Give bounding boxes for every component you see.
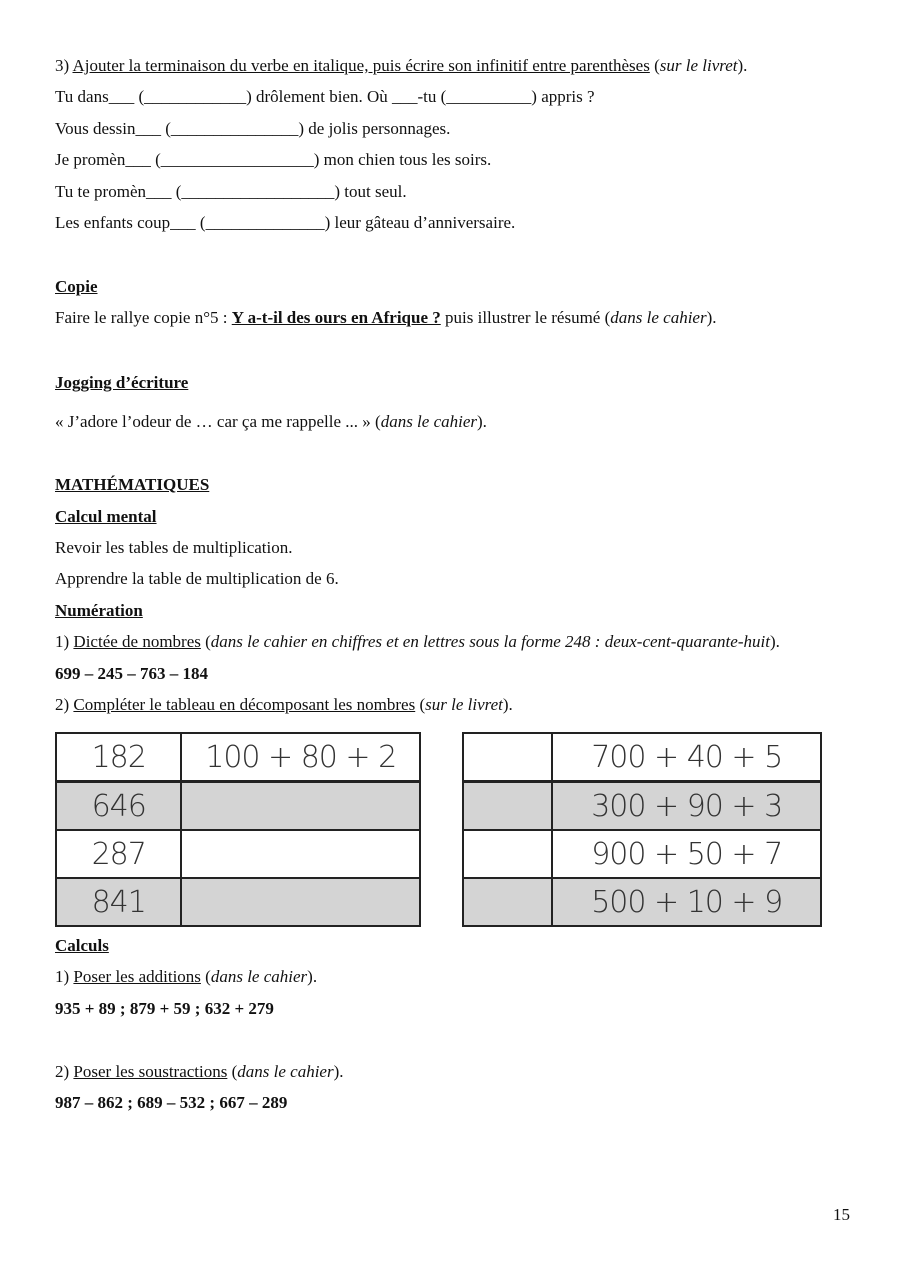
decomposition-cell-empty[interactable] (181, 878, 420, 926)
table-row (463, 878, 821, 926)
number-cell: 646 (56, 782, 181, 831)
numeration-heading: Numération (55, 601, 143, 620)
sentence-3: Je promèn___ (__________________) mon chien tous les soirs. (55, 150, 492, 169)
jogging-prompt: « J’adore l’odeur de … car ça me rappelle ... » ( (55, 412, 381, 431)
table-row (463, 830, 821, 878)
copie-instruction (55, 307, 717, 329)
numeration-exercise-1 (55, 631, 780, 653)
number-cell-empty[interactable] (463, 830, 552, 878)
additions-list: 935 + 89 ; 879 + 59 ; 632 + 279 (55, 999, 274, 1018)
calculs-exercise-2 (55, 1061, 344, 1083)
location-note: sur le livret (425, 695, 503, 714)
page-number: 15 (833, 1205, 850, 1224)
subtractions-list: 987 – 862 ; 689 – 532 ; 667 – 289 (55, 1093, 288, 1112)
decomposition-cell: 900 + 50 + 7 (552, 830, 821, 878)
decomposition-cell: 500 + 10 + 9 (552, 878, 821, 926)
copie-suffix: puis illustrer le résumé ( (440, 308, 611, 327)
exercise-detail: dans le cahier en chiffres et en lettres sous la forme 248 : deux-cent-quarante-huit (210, 632, 770, 651)
calculs-heading: Calculs (55, 936, 109, 955)
numeration-exercise-2 (55, 694, 513, 716)
paren-open: ( (227, 1062, 238, 1081)
number-cell: 182 (56, 733, 181, 782)
calculs-exercise-1 (55, 966, 317, 988)
paren-close: ). (769, 632, 780, 651)
exercise-number: 1) (55, 967, 74, 986)
calcul-mental-line-2: Apprendre la table de multiplication de 6. (55, 569, 339, 588)
jogging-heading: Jogging d’écriture (55, 373, 189, 392)
sentence-4: Tu te promèn___ (__________________) tout seul. (55, 182, 407, 201)
number-cell-empty[interactable] (463, 733, 552, 782)
paren-close: ). (307, 967, 318, 986)
paren-close: ). (737, 56, 748, 75)
table-row (56, 830, 420, 878)
decomposition-cell-empty[interactable] (181, 830, 420, 878)
copie-title: Y a-t-il des ours en Afrique ? (231, 308, 441, 327)
jogging-instruction (55, 411, 487, 433)
sentence-5: Les enfants coup___ (______________) leur gâteau d’anniversaire. (55, 213, 516, 232)
location-note: dans le cahier (237, 1062, 334, 1081)
dictation-numbers: 699 – 245 – 763 – 184 (55, 664, 208, 683)
exercise-label: Poser les additions (73, 967, 201, 986)
paren-close: ). (333, 1062, 344, 1081)
location-note: dans le cahier (610, 308, 707, 327)
decomposition-table-left (55, 732, 421, 927)
calcul-mental-heading: Calcul mental (55, 507, 157, 526)
calcul-mental-line-1: Revoir les tables de multiplication. (55, 538, 293, 557)
exercise-label: Poser les soustractions (73, 1062, 228, 1081)
paren-open: ( (200, 967, 211, 986)
location-note: dans le cahier (210, 967, 308, 986)
decomposition-cell-empty[interactable] (181, 782, 420, 831)
exercise-label: Compléter le tableau en décomposant les nombres (73, 695, 416, 714)
decomposition-table-right (462, 732, 822, 927)
table-row (56, 733, 420, 782)
location-note: sur le livret (659, 56, 738, 75)
paren-close: ). (706, 308, 717, 327)
copie-heading: Copie (55, 277, 98, 296)
table-row (56, 878, 420, 926)
exercise-number: 3) (55, 56, 73, 75)
copie-prefix: Faire le rallye copie n°5 : (55, 308, 232, 327)
paren-close: ). (502, 695, 513, 714)
exercise-number: 1) (55, 632, 74, 651)
table-row (56, 782, 420, 831)
decomposition-cell: 700 + 40 + 5 (552, 733, 821, 782)
paren-open: ( (200, 632, 211, 651)
table-row (463, 733, 821, 782)
table-row (463, 782, 821, 831)
exercise-number: 2) (55, 695, 74, 714)
paren-open: ( (415, 695, 426, 714)
location-note: dans le cahier (380, 412, 478, 431)
decomposition-cell: 300 + 90 + 3 (552, 782, 821, 831)
maths-heading: MATHÉMATIQUES (55, 475, 210, 494)
number-cell-empty[interactable] (463, 782, 552, 831)
sentence-1: Tu dans___ (____________) drôlement bien. Où ___-tu (__________) appris ? (55, 87, 595, 106)
exercise-number: 2) (55, 1062, 74, 1081)
exercise-3-instruction (55, 55, 747, 77)
sentence-2: Vous dessin___ (_______________) de jolis personnages. (55, 119, 451, 138)
paren-open: ( (649, 56, 660, 75)
number-cell-empty[interactable] (463, 878, 552, 926)
instruction-text: Ajouter la terminaison du verbe en italique, puis écrire son infinitif entre parenthèses (72, 56, 650, 75)
number-cell: 287 (56, 830, 181, 878)
paren-close: ). (477, 412, 487, 431)
number-cell: 841 (56, 878, 181, 926)
exercise-label: Dictée de nombres (73, 632, 201, 651)
decomposition-cell: 100 + 80 + 2 (181, 733, 420, 782)
